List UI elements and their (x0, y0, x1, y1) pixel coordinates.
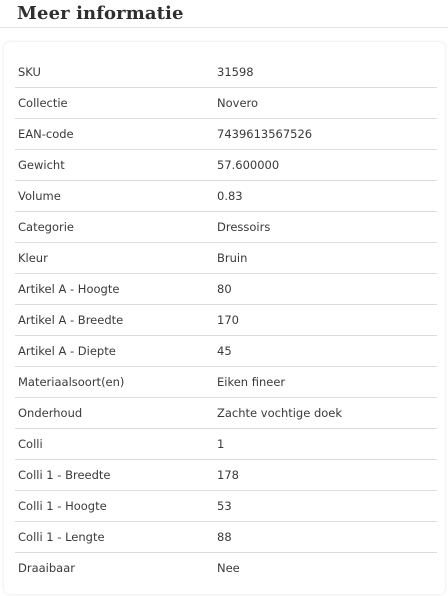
spec-label: Artikel A - Hoogte (15, 274, 214, 305)
spec-value: 170 (214, 305, 437, 336)
spec-label: Colli 1 - Hoogte (15, 491, 214, 522)
spec-label: Artikel A - Diepte (15, 336, 214, 367)
spec-row (15, 429, 437, 460)
spec-label: Onderhoud (15, 398, 214, 429)
spec-row (15, 491, 437, 522)
section-header (0, 0, 448, 28)
spec-value: Nee (217, 561, 240, 575)
spec-label: Colli 1 - Breedte (15, 460, 214, 491)
spec-value: 1 (214, 429, 437, 460)
spec-value: Zachte vochtige doek (214, 398, 437, 429)
spec-label: Materiaalsoort(en) (15, 367, 214, 398)
spec-row (15, 243, 437, 274)
spec-label: Colli (15, 429, 214, 460)
spec-value: 57.600000 (214, 150, 437, 181)
spec-value: 31598 (214, 57, 437, 88)
spec-value: 178 (214, 460, 437, 491)
spec-row (15, 274, 437, 305)
spec-value: Eiken fineer (214, 367, 437, 398)
spec-value: Bruin (214, 243, 437, 274)
spec-label: Kleur (15, 243, 214, 274)
spec-value: 0.83 (214, 181, 437, 212)
spec-value: 7439613567526 (214, 119, 437, 150)
spec-row (15, 212, 437, 243)
spec-row (15, 119, 437, 150)
spec-label: Artikel A - Breedte (15, 305, 214, 336)
spec-label: Volume (15, 181, 214, 212)
spec-label: Colli 1 - Lengte (15, 522, 214, 553)
spec-row (15, 336, 437, 367)
spec-row (15, 150, 437, 181)
product-specs-panel (4, 42, 445, 594)
spec-label: Gewicht (15, 150, 214, 181)
spec-value: 88 (214, 522, 437, 553)
spec-label: EAN-code (15, 119, 214, 150)
spec-label: Collectie (15, 88, 214, 119)
spec-value: Dressoirs (214, 212, 437, 243)
spec-row (15, 305, 437, 336)
product-specs-table (15, 57, 437, 583)
spec-value: 45 (214, 336, 437, 367)
spec-row (15, 553, 437, 584)
spec-label: SKU (15, 57, 214, 88)
spec-row (15, 181, 437, 212)
spec-label: Draaibaar (18, 561, 75, 575)
section-title: Meer informatie (17, 3, 184, 24)
spec-row (15, 522, 437, 553)
spec-value: 80 (214, 274, 437, 305)
spec-row (15, 367, 437, 398)
spec-value: 53 (214, 491, 437, 522)
spec-row (15, 57, 437, 88)
spec-rows (15, 57, 437, 583)
spec-label: Categorie (15, 212, 214, 243)
spec-row (15, 460, 437, 491)
spec-row (15, 88, 437, 119)
spec-row (15, 398, 437, 429)
spec-value: Novero (214, 88, 437, 119)
